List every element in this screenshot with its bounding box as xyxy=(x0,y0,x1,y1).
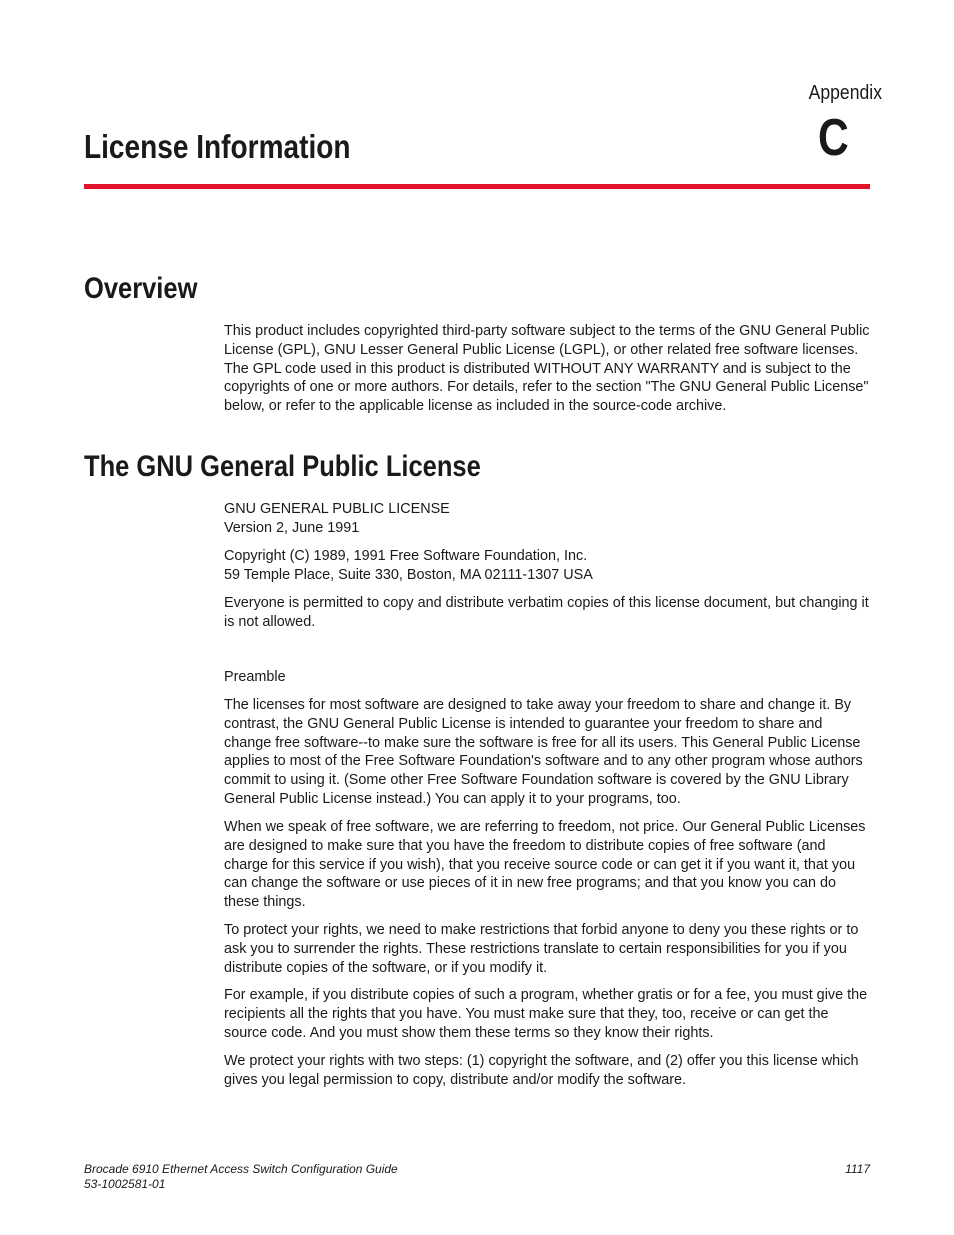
footer-doc-number: 53-1002581-01 xyxy=(84,1177,166,1191)
footer-doc-info xyxy=(84,1162,398,1192)
appendix-label: Appendix xyxy=(808,82,882,104)
preamble-paragraph-2: When we speak of free software, we are referring to freedom, not price. Our General Public Licenses are designed to make sure that you have the freedom to distribute copies of free software (and charge for this service if you wish), that you receive source code or can get it if you want it, that you can change the software or use pieces of it in new free programs; and that you know you can do these things. xyxy=(224,819,866,911)
preamble-paragraph-3: To protect your rights, we need to make restrictions that forbid anyone to deny you these rights or to ask you to surrender the rights. These restrictions translate to certain responsibilities for you if you distribute copies of the software, or if you modify it. xyxy=(224,922,859,976)
copyright-line: Copyright (C) 1989, 1991 Free Software Foundation, Inc. xyxy=(224,548,588,564)
appendix-letter: C xyxy=(818,109,849,167)
copyright-block xyxy=(224,547,870,585)
gpl-heading: The GNU General Public License xyxy=(84,450,481,483)
permission-paragraph: Everyone is permitted to copy and distribute verbatim copies of this license document, but changing it is not allowed. xyxy=(224,595,869,630)
license-title: GNU GENERAL PUBLIC LICENSE xyxy=(224,501,450,517)
preamble-paragraph-5: We protect your rights with two steps: (1) copyright the software, and (2) offer you this license which gives you legal permission to copy, distribute and/or modify the software. xyxy=(224,1053,859,1088)
footer-doc-title: Brocade 6910 Ethernet Access Switch Configuration Guide xyxy=(84,1162,398,1176)
overview-paragraph: This product includes copyrighted third-party software subject to the terms of the GNU General Public License (GPL), GNU Lesser General Public License (LGPL), or other related free software licenses. The GPL code used in this product is distributed WITHOUT ANY WARRANTY and is subject to the copyrights of one or more authors. For details, refer to the section "The GNU General Public License" below, or refer to the applicable license as included in the source-code archive. xyxy=(224,323,870,415)
chapter-title: License Information xyxy=(84,128,351,165)
header-divider xyxy=(84,184,870,189)
preamble-paragraph-1: The licenses for most software are designed to take away your freedom to share and change it. By contrast, the GNU General Public License is intended to guarantee your freedom to share and change free software--to make sure the software is free for all its users. This General Public License applies to most of the Free Software Foundation's software and to any other program whose authors commit to using it. (Some other Free Software Foundation software is covered by the GNU Library General Public License instead.) You can apply it to your programs, too. xyxy=(224,697,863,807)
license-title-block xyxy=(224,500,870,538)
overview-heading: Overview xyxy=(84,272,198,305)
preamble-label: Preamble xyxy=(224,669,286,685)
footer-page-number: 1117 xyxy=(845,1162,870,1176)
address-line: 59 Temple Place, Suite 330, Boston, MA 02111-1307 USA xyxy=(224,566,593,583)
license-version: Version 2, June 1991 xyxy=(224,519,360,536)
preamble-paragraph-4: For example, if you distribute copies of such a program, whether gratis or for a fee, you must give the recipients all the rights that you have. You must make sure that they, too, receive or can get the source code. And you must show them these terms so they know their rights. xyxy=(224,987,868,1041)
